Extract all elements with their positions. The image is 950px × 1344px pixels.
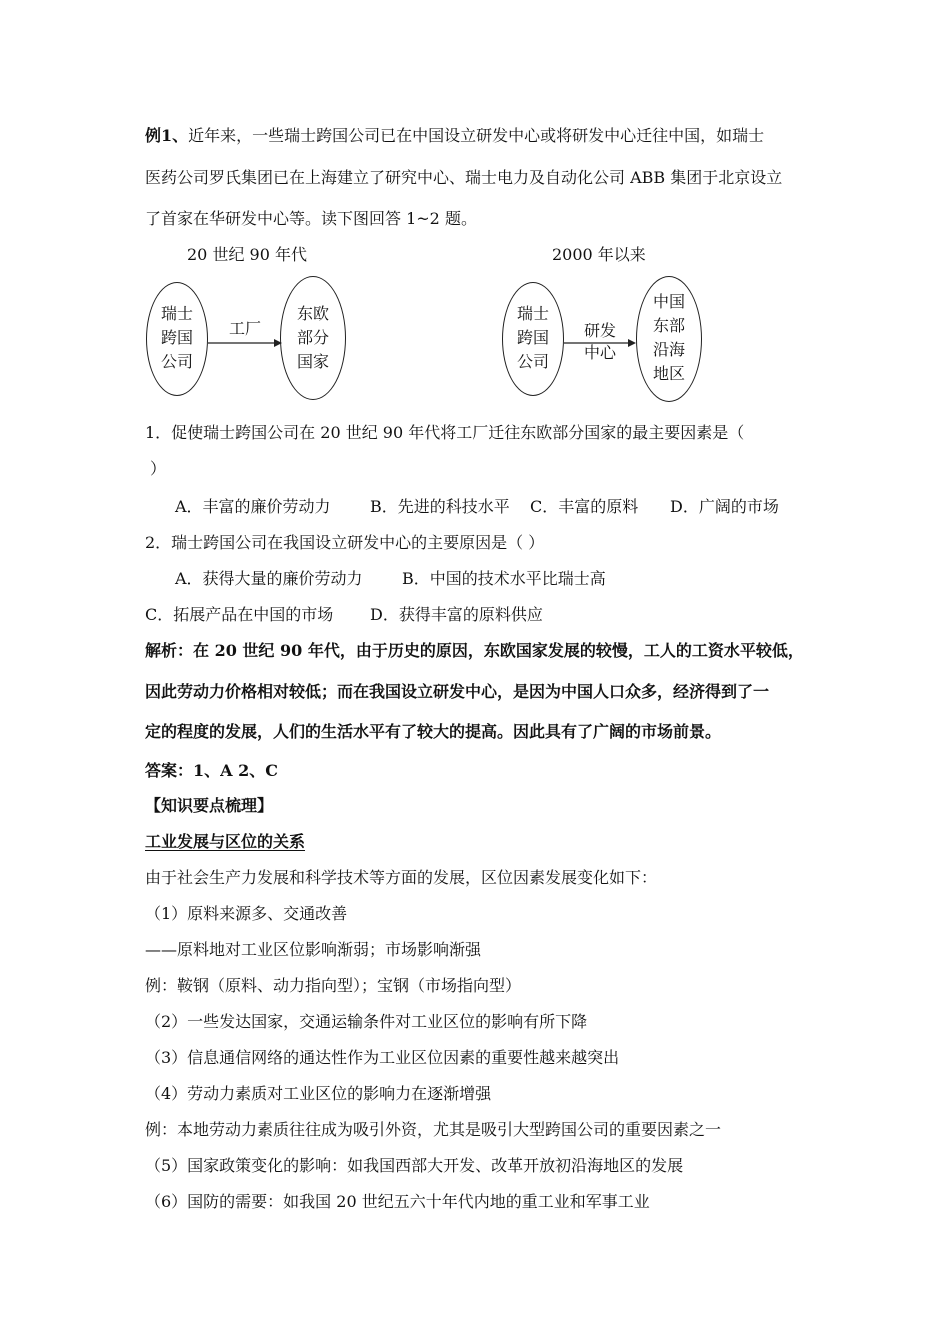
q1-stem-bracket: ）: [150, 459, 167, 478]
knowledge-item: 例：本地劳动力素质往往成为吸引外资，尤其是吸引大型跨国公司的重要因素之一: [145, 1120, 722, 1139]
q2-option-d: D．获得丰富的原料供应: [370, 605, 543, 624]
china-east-coast-label: 中国 东部 沿海 地区: [652, 292, 685, 383]
q2-option-a: A．获得大量的廉价劳动力: [175, 569, 363, 588]
analysis-line-1: 解析：在 20 世纪 90 年代，由于历史的原因，东欧国家发展的较慢，工人的工资水平较低，: [145, 641, 804, 660]
analysis-line-3: 定的程度的发展，人们的生活水平有了较大的提高。因此具有了广阔的市场前景。: [145, 722, 722, 741]
swiss-company-label-right: 瑞士 跨国 公司: [516, 304, 549, 371]
diagram-left-title: 20 世纪 90 年代: [187, 245, 307, 264]
q2-option-b: B．中国的技术水平比瑞士高: [402, 569, 606, 588]
arrow-label-rd-center: 研发 中心: [583, 321, 616, 362]
q1-option-a: A．丰富的廉价劳动力: [175, 497, 331, 516]
q2-option-c: C．拓展产品在中国的市场: [145, 605, 334, 624]
knowledge-item: （5）国家政策变化的影响：如我国西部大开发、改革开放初沿海地区的发展: [145, 1156, 684, 1175]
knowledge-item: （1）原料来源多、交通改善: [145, 904, 348, 923]
knowledge-item: （2）一些发达国家，交通运输条件对工业区位的影响有所下降: [145, 1012, 588, 1031]
arrow-right-icon: [206, 336, 286, 350]
knowledge-item: （6）国防的需要：如我国 20 世纪五六十年代内地的重工业和军事工业: [145, 1192, 650, 1211]
arrow-label-factory: 工厂: [228, 319, 261, 338]
q1-stem: 1．促使瑞士跨国公司在 20 世纪 90 年代将工厂迁往东欧部分国家的最主要因素是（: [145, 423, 745, 442]
arrow-right-icon: [562, 336, 642, 350]
knowledge-heading: 【知识要点梳理】: [145, 796, 274, 815]
knowledge-item: （3）信息通信网络的通达性作为工业区位因素的重要性越来越突出: [145, 1048, 620, 1067]
eastern-europe-label: 东欧 部分 国家: [296, 304, 329, 371]
swiss-company-label-left: 瑞士 跨国 公司: [160, 304, 193, 371]
example-label: 例1、: [145, 126, 189, 145]
diagram-right-title: 2000 年以来: [552, 245, 646, 264]
knowledge-item: 例：鞍钢（原料、动力指向型）；宝钢（市场指向型）: [145, 976, 522, 995]
example-line-2: 医药公司罗氏集团已在上海建立了研究中心、瑞士电力及自动化公司 ABB 集团于北京设立: [145, 168, 783, 187]
analysis-line-2: 因此劳动力价格相对较低；而在我国设立研发中心，是因为中国人口众多，经济得到了一: [145, 682, 770, 701]
q1-option-c: C．丰富的原料: [530, 497, 639, 516]
q1-option-d: D．广阔的市场: [670, 497, 779, 516]
knowledge-item: （4）劳动力素质对工业区位的影响力在逐渐增强: [145, 1084, 492, 1103]
answer: 答案：1、A 2、C: [145, 761, 278, 780]
q2-stem: 2．瑞士跨国公司在我国设立研发中心的主要原因是（ ）: [145, 533, 545, 552]
example-line-1: 例1、近年来，一些瑞士跨国公司已在中国设立研发中心或将研发中心迁往中国，如瑞士: [145, 126, 765, 145]
q1-option-b: B．先进的科技水平: [370, 497, 510, 516]
knowledge-subheading: 工业发展与区位的关系: [145, 832, 306, 851]
knowledge-item: ——原料地对工业区位影响渐弱；市场影响渐强: [145, 940, 482, 959]
example-line-3: 了首家在华研发中心等。读下图回答 1~2 题。: [145, 209, 477, 228]
knowledge-intro: 由于社会生产力发展和科学技术等方面的发展，区位因素发展变化如下：: [145, 868, 658, 887]
